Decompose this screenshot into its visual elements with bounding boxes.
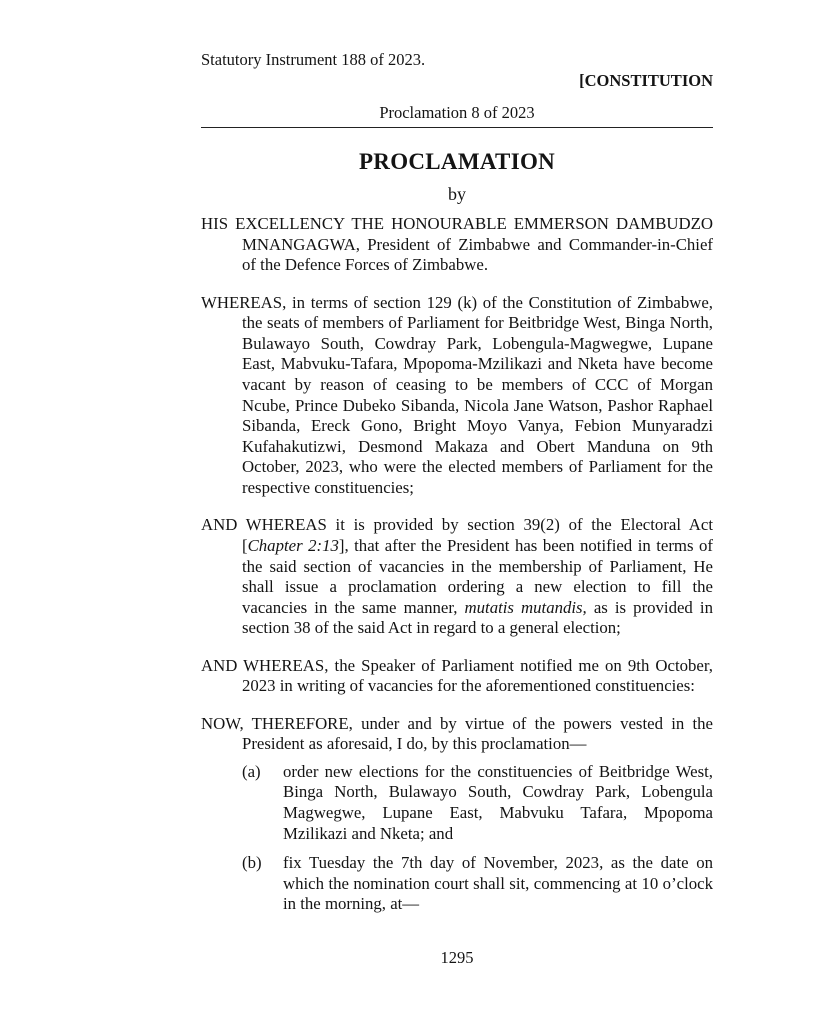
whereas-paragraph-2 <box>201 515 713 639</box>
chapter-reference: Chapter 2:13 <box>247 535 339 555</box>
whereas-2-part2: ], that after the President has been notified in terms of the said section of vacancies in the membership of Parliament, He shall issue a proclamation ordering a new election to fill the vacancies in the same manner, <box>242 535 713 617</box>
intro-paragraph: HIS EXCELLENCY THE HONOURABLE EMMERSON DAMBUDZO MNANGAGWA, President of Zimbabwe and Commander-in-Chief of the Defence Forces of Zimbabwe. <box>201 214 713 275</box>
running-section-header: [CONSTITUTION <box>579 71 713 90</box>
whereas-paragraph-3: AND WHEREAS, the Speaker of Parliament notified me on 9th October, 2023 in writing of vacancies for the aforementioned constituencies: <box>201 655 713 696</box>
item-label: (b) <box>242 853 262 873</box>
item-text: order new elections for the constituencies of Beitbridge West, Binga North, Bulawayo South, Cowdray Park, Lobengula Magwegwe, Lupane East, Mabvuku Tafara, Mpopoma Mzilikazi and Nketa; and <box>283 761 713 843</box>
proclamation-number: Proclamation 8 of 2023 <box>379 103 535 122</box>
item-label: (a) <box>242 761 261 781</box>
list-item <box>201 853 713 915</box>
whereas-paragraph-1: WHEREAS, in terms of section 129 (k) of the Constitution of Zimbabwe, the seats of members of Parliament for Beitbridge West, Binga North, Bulawayo South, Cowdray Park, Lobengula-Magwegwe, Lupane East, Mabvuku-Tafara, Mpopoma-Mzilikazi and Nketa have become vacant by reason of ceasing to be members of CCC of Morgan Ncube, Prince Dubeko Sibanda, Nicola Jane Watson, Pashor Raphael Sibanda, Ereck Gono, Bright Moyo Vanya, Febion Munyaradzi Kufahakutizwi, Desmond Makaza and Obert Manduna on 9th October, 2023, who were the elected members of Parliament for the respective constituencies; <box>201 292 713 497</box>
now-therefore-paragraph: NOW, THEREFORE, under and by virtue of the powers vested in the President as aforesaid, I do, by this proclamation— <box>201 713 713 754</box>
statutory-instrument-label: Statutory Instrument 188 of 2023. <box>201 50 426 69</box>
by-line: by <box>448 184 466 204</box>
header-divider <box>201 127 713 128</box>
list-item <box>201 762 713 844</box>
document-title: PROCLAMATION <box>358 149 556 174</box>
order-items-list <box>201 762 713 915</box>
whereas-2-part3: as is provided in section 38 of the said Act in regard to a general election; <box>242 597 713 638</box>
whereas-2-part1: AND WHEREAS it is provided by section 39(2) of the Electoral Act [ <box>201 515 713 555</box>
document-body <box>201 214 713 924</box>
latin-phrase: mutatis mutandis, <box>464 597 587 617</box>
item-text: fix Tuesday the 7th day of November, 2023, as the date on which the nomination court shall sit, commencing at 10 o’clock in the morning, at— <box>283 853 713 914</box>
page-number: 1295 <box>440 948 474 967</box>
